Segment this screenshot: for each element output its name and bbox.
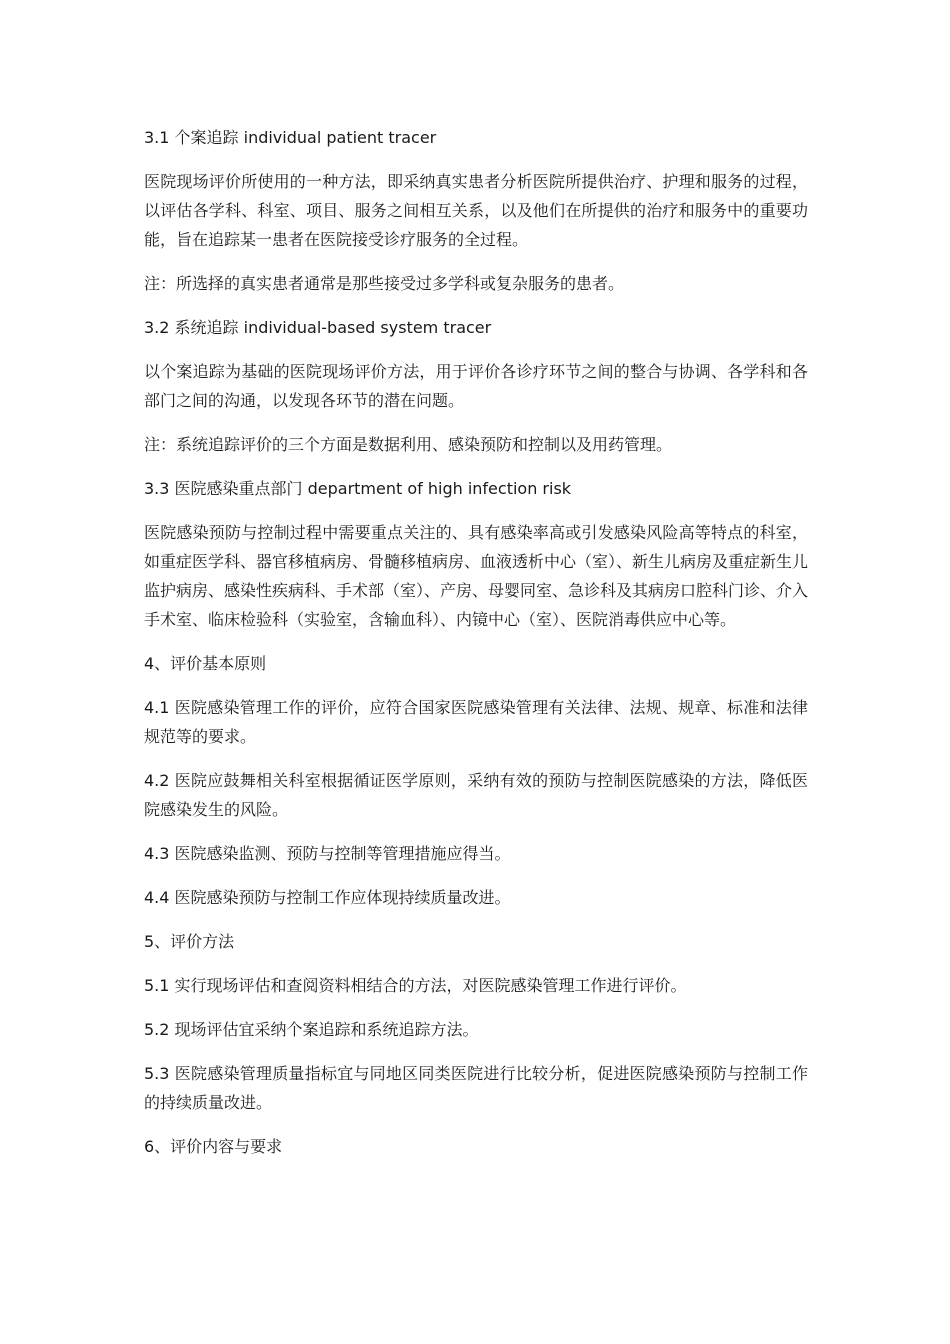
- heading-5: 5、评价方法: [144, 932, 235, 951]
- para-4-1: 4.1 医院感染管理工作的评价，应符合国家医院感染管理有关法律、法规、规章、标准和法律规范等的要求。: [144, 698, 808, 746]
- heading-6: 6、评价内容与要求: [144, 1137, 283, 1156]
- para-3-1-definition: 医院现场评价所使用的一种方法，即采纳真实患者分析医院所提供治疗、护理和服务的过程，以评估各学科、科室、项目、服务之间相互关系，以及他们在所提供的治疗和服务中的重要功能，旨在追踪某一患者在医院接受诊疗服务的全过程。: [144, 172, 808, 249]
- heading-3-2: 3.2 系统追踪 individual-based system tracer: [144, 318, 492, 337]
- para-4-4: 4.4 医院感染预防与控制工作应体现持续质量改进。: [144, 888, 511, 907]
- heading-3-1: 3.1 个案追踪 individual patient tracer: [144, 128, 437, 147]
- para-5-3: 5.3 医院感染管理质量指标宜与同地区同类医院进行比较分析，促进医院感染预防与控制工作的持续质量改进。: [144, 1064, 808, 1112]
- document-page: [144, 123, 808, 1176]
- para-3-2-definition: 以个案追踪为基础的医院现场评价方法，用于评价各诊疗环节之间的整合与协调、各学科和各部门之间的沟通，以发现各环节的潜在问题。: [144, 362, 808, 410]
- para-4-3: 4.3 医院感染监测、预防与控制等管理措施应得当。: [144, 844, 511, 863]
- note-3-2: 注：系统追踪评价的三个方面是数据利用、感染预防和控制以及用药管理。: [144, 435, 673, 454]
- para-3-3-definition: 医院感染预防与控制过程中需要重点关注的、具有感染率高或引发感染风险高等特点的科室，如重症医学科、器官移植病房、骨髓移植病房、血液透析中心（室）、新生儿病房及重症新生儿监护病房、感染性疾病科、手术部（室）、产房、母婴同室、急诊科及其病房口腔科门诊、介入手术室、临床检验科（实验室，含输血科）、内镜中心（室）、医院消毒供应中心等。: [144, 523, 809, 629]
- heading-3-3: 3.3 医院感染重点部门 department of high infection risk: [144, 479, 572, 498]
- para-4-2: 4.2 医院应鼓舞相关科室根据循证医学原则，采纳有效的预防与控制医院感染的方法，降低医院感染发生的风险。: [144, 771, 808, 819]
- para-5-2: 5.2 现场评估宜采纳个案追踪和系统追踪方法。: [144, 1020, 479, 1039]
- note-3-1: 注：所选择的真实患者通常是那些接受过多学科或复杂服务的患者。: [144, 274, 625, 293]
- heading-4: 4、评价基本原则: [144, 654, 267, 673]
- para-5-1: 5.1 实行现场评估和查阅资料相结合的方法，对医院感染管理工作进行评价。: [144, 976, 687, 995]
